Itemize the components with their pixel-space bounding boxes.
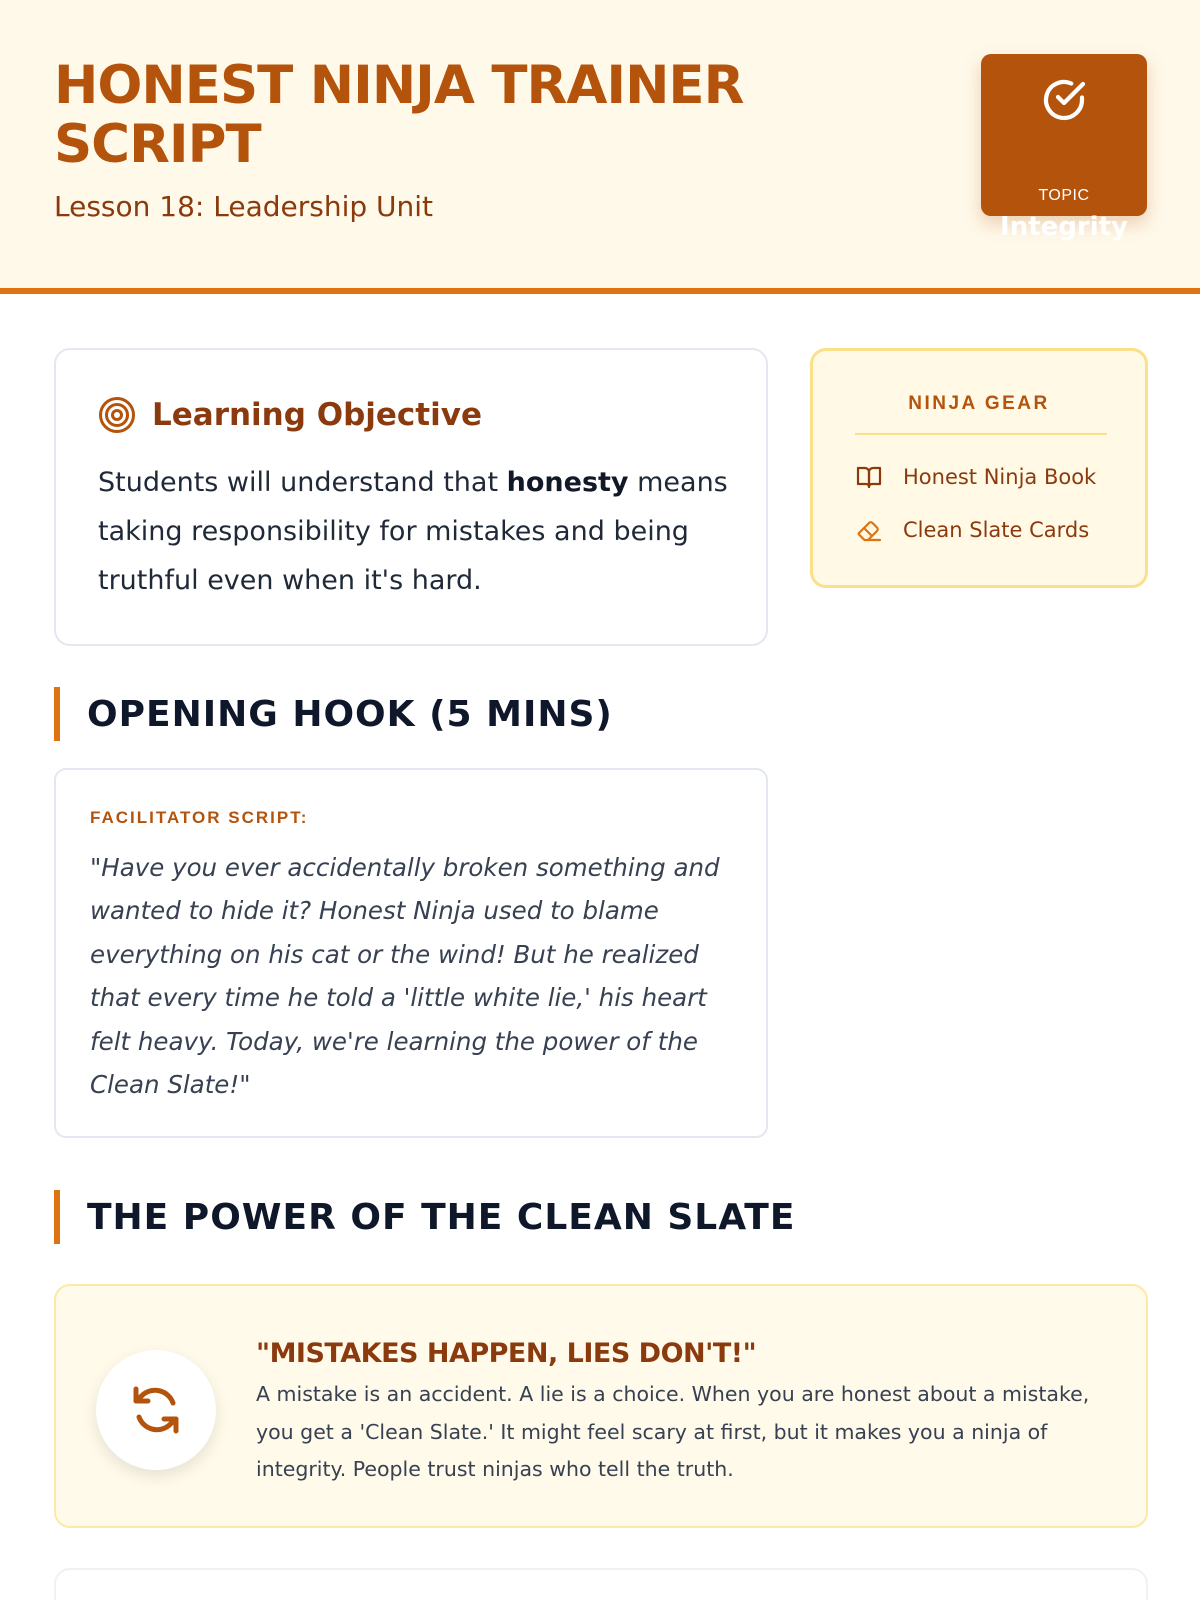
learning-objective-title: Learning Objective	[152, 397, 482, 433]
section-heading-clean-slate: THE POWER OF THE CLEAN SLATE	[54, 1190, 795, 1244]
divider	[855, 433, 1107, 435]
topic-label: TOPIC	[1038, 187, 1090, 204]
facilitator-script-label: FACILITATOR SCRIPT:	[90, 808, 309, 827]
next-section-card	[54, 1568, 1148, 1600]
clean-slate-card	[54, 1284, 1148, 1528]
facilitator-script-text: "Have you ever accidentally broken something and wanted to hide it? Honest Ninja used to blame everything on his cat or the wind! But he realized that every time he told a 'little white lie,' his heart felt heavy. Today, we're learning the power of the Clean Slate!"	[90, 853, 720, 1100]
topic-badge	[981, 54, 1147, 242]
learning-objective-card	[54, 348, 768, 646]
book-icon	[855, 463, 883, 491]
target-icon	[98, 396, 136, 434]
page-header	[0, 0, 1200, 294]
gear-item-cards	[855, 516, 1089, 544]
section-heading-opening-hook: OPENING HOOK (5 MINS)	[54, 687, 613, 741]
facilitator-script-card	[54, 768, 768, 1138]
emphasis-honesty: honesty	[506, 467, 629, 498]
topic-value: Integrity	[1000, 212, 1128, 242]
gear-item-book	[855, 463, 1096, 491]
check-circle-icon	[1038, 74, 1090, 126]
gear-item-label: Clean Slate Cards	[903, 518, 1090, 542]
refresh-icon-circle	[96, 1350, 216, 1470]
learning-objective-text: Students will understand that honesty means taking responsibility for mistakes and being truthful even when it's hard.	[98, 467, 728, 596]
page-title: HONEST NINJA TRAINER SCRIPT	[54, 55, 744, 175]
page-subtitle: Lesson 18: Leadership Unit	[54, 190, 434, 223]
learning-objective-header	[98, 396, 482, 434]
clean-slate-title: "MISTAKES HAPPEN, LIES DON'T!"	[256, 1338, 757, 1369]
clean-slate-text: A mistake is an accident. A lie is a choice. When you are honest about a mistake, you get a 'Clean Slate.' It might feel scary at first, but it makes you a ninja of integrity. People trust ninjas who tell the truth.	[256, 1382, 1090, 1481]
refresh-icon	[126, 1380, 186, 1440]
ninja-gear-card	[810, 348, 1148, 588]
ninja-gear-title: NINJA GEAR	[908, 393, 1050, 414]
eraser-icon	[855, 516, 883, 544]
gear-item-label: Honest Ninja Book	[903, 465, 1097, 489]
